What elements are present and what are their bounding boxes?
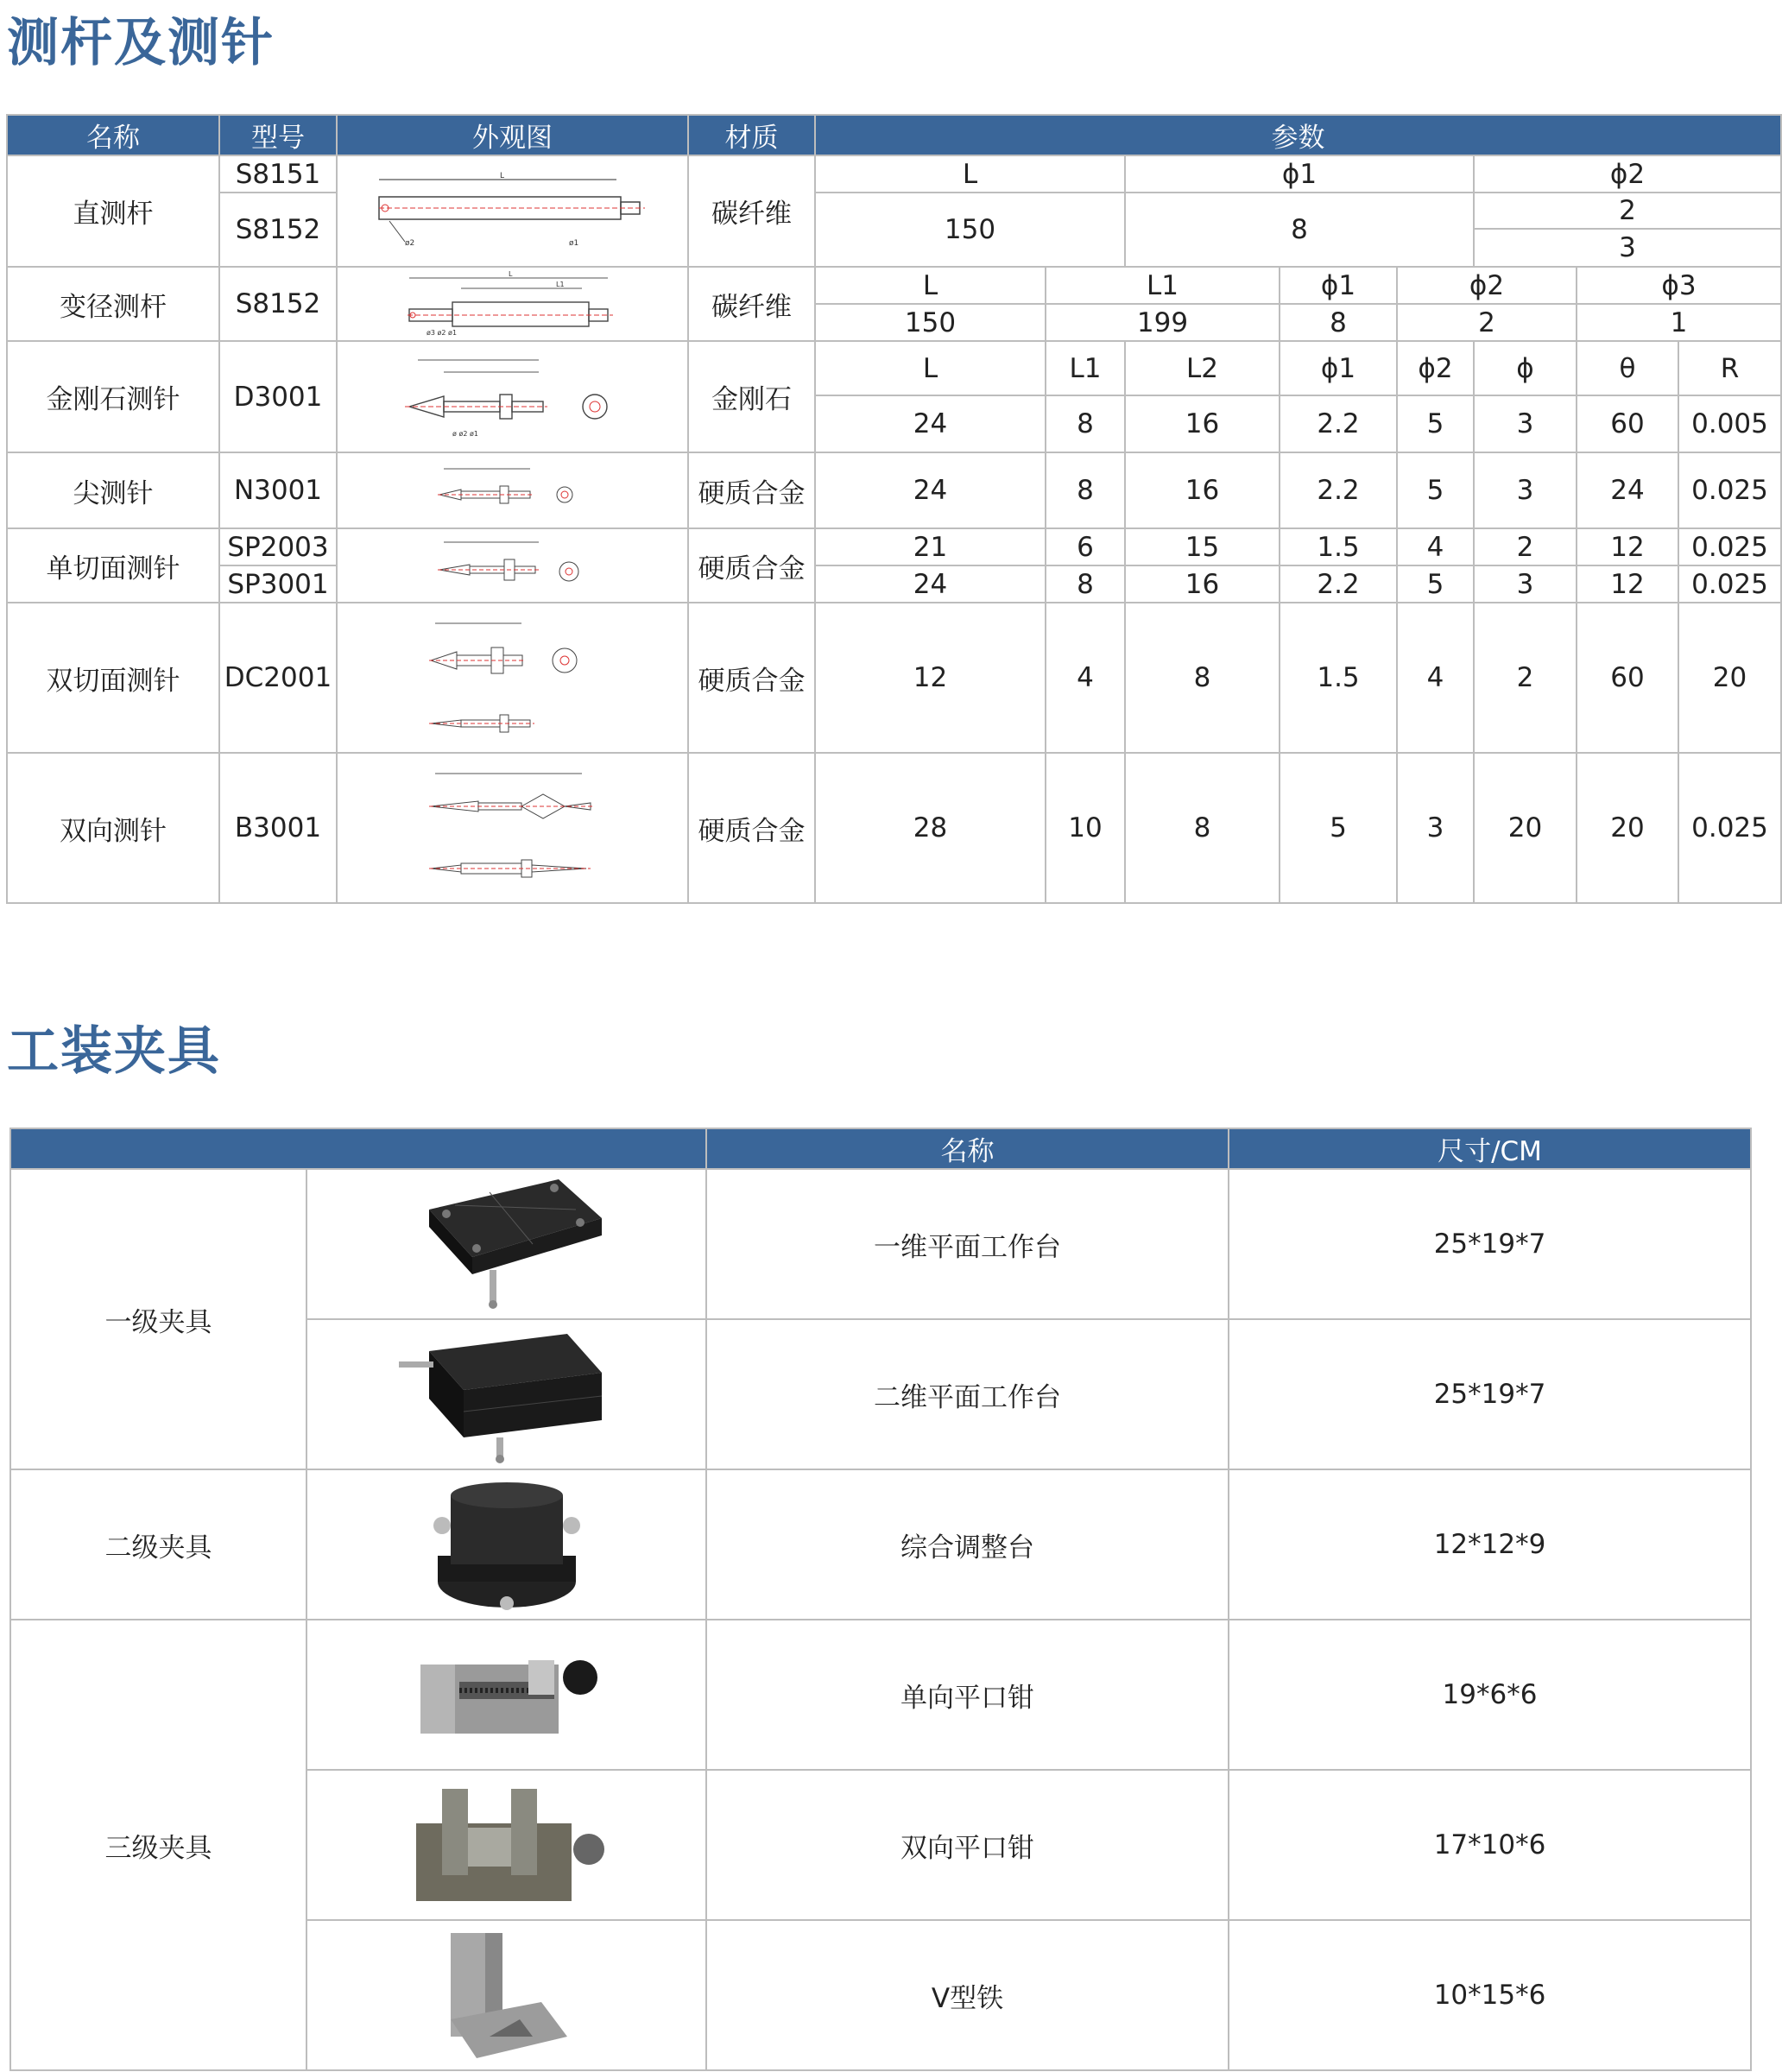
- param-header: L1: [1046, 341, 1125, 395]
- param-value: 2: [1474, 603, 1577, 753]
- fixture-name: 一维平面工作台: [706, 1169, 1229, 1319]
- row-name: 双切面测针: [7, 603, 219, 753]
- param-value: 12: [1577, 565, 1678, 603]
- figure-double-cut-stylus: [337, 603, 688, 753]
- fixture-group: 三级夹具: [10, 1620, 306, 2070]
- header-blank: [10, 1128, 706, 1169]
- param-value: 4: [1397, 528, 1474, 565]
- row-material: 碳纤维: [688, 155, 815, 267]
- param-value: 150: [815, 304, 1046, 341]
- param-value: 8: [1125, 193, 1474, 267]
- header-figure: 外观图: [337, 115, 688, 155]
- svg-text:L: L: [508, 270, 512, 278]
- fixture-table: [9, 1128, 1752, 2071]
- section-title-probes: 测杆及测针: [7, 13, 275, 73]
- row-name: 单切面测针: [7, 528, 219, 603]
- row-model: B3001: [219, 753, 337, 903]
- param-value: 8: [1046, 395, 1125, 452]
- param-value: 3: [1474, 452, 1577, 528]
- param-value: 8: [1280, 304, 1397, 341]
- param-value: 6: [1046, 528, 1125, 565]
- param-value: 4: [1397, 603, 1474, 753]
- param-value: 1: [1577, 304, 1781, 341]
- param-value: 24: [815, 452, 1046, 528]
- row-name: 金刚石测针: [7, 341, 219, 452]
- row-name: 尖测针: [7, 452, 219, 528]
- fixture-size: 19*6*6: [1229, 1620, 1751, 1770]
- param-header: R: [1678, 341, 1781, 395]
- param-value: 16: [1125, 565, 1280, 603]
- fixture-group: 一级夹具: [10, 1169, 306, 1469]
- fixture-group: 二级夹具: [10, 1469, 306, 1620]
- section-title-fixtures: 工装夹具: [7, 1021, 221, 1082]
- param-value: 60: [1577, 603, 1678, 753]
- param-header: ϕ1: [1125, 155, 1474, 193]
- param-value: 8: [1125, 603, 1280, 753]
- figure-straight-stylus: [337, 155, 688, 267]
- param-value: 16: [1125, 452, 1280, 528]
- param-header: ϕ3: [1577, 267, 1781, 304]
- param-value: 199: [1046, 304, 1280, 341]
- param-value: 10: [1046, 753, 1125, 903]
- fixture-image-double-vise: [306, 1770, 706, 1920]
- row-model: S8152: [219, 267, 337, 341]
- param-value: 2.2: [1280, 565, 1397, 603]
- param-value: 3: [1474, 395, 1577, 452]
- param-value: 28: [815, 753, 1046, 903]
- figure-single-cut-stylus: [337, 528, 688, 603]
- figure-bidirectional-stylus: [337, 753, 688, 903]
- header-name: 名称: [706, 1128, 1229, 1169]
- param-value: 8: [1125, 753, 1280, 903]
- fixture-size: 12*12*9: [1229, 1469, 1751, 1620]
- fixture-image-v-block: [306, 1920, 706, 2070]
- param-value: 15: [1125, 528, 1280, 565]
- header-params: 参数: [815, 115, 1781, 155]
- param-value: 20: [1678, 603, 1781, 753]
- param-value: 5: [1397, 565, 1474, 603]
- row-model: DC2001: [219, 603, 337, 753]
- param-value: 5: [1397, 395, 1474, 452]
- row-name: 变径测杆: [7, 267, 219, 341]
- row-model: D3001: [219, 341, 337, 452]
- param-value: 3: [1474, 565, 1577, 603]
- fixture-size: 17*10*6: [1229, 1770, 1751, 1920]
- param-value: 5: [1397, 452, 1474, 528]
- param-value: 24: [815, 395, 1046, 452]
- row-name: 双向测针: [7, 753, 219, 903]
- fixture-size: 25*19*7: [1229, 1319, 1751, 1469]
- row-model: S8152: [219, 193, 337, 267]
- param-value: 2: [1474, 193, 1781, 229]
- header-size: 尺寸/CM: [1229, 1128, 1751, 1169]
- row-material: 硬质合金: [688, 753, 815, 903]
- param-value: 0.025: [1678, 452, 1781, 528]
- fixture-image-1d-table: [306, 1169, 706, 1319]
- fixture-name: 综合调整台: [706, 1469, 1229, 1620]
- param-value: 150: [815, 193, 1125, 267]
- svg-text:ø1: ø1: [568, 238, 578, 248]
- param-value: 1.5: [1280, 528, 1397, 565]
- row-model: N3001: [219, 452, 337, 528]
- param-value: 16: [1125, 395, 1280, 452]
- fixture-size: 10*15*6: [1229, 1920, 1751, 2070]
- param-value: 2.2: [1280, 395, 1397, 452]
- svg-text:ø ø2 ø1: ø ø2 ø1: [452, 429, 478, 438]
- param-value: 2.2: [1280, 452, 1397, 528]
- fixture-name: V型铁: [706, 1920, 1229, 2070]
- param-value: 3: [1474, 229, 1781, 267]
- param-value: 60: [1577, 395, 1678, 452]
- param-header: L: [815, 341, 1046, 395]
- svg-text:L1: L1: [555, 281, 565, 288]
- row-material: 金刚石: [688, 341, 815, 452]
- fixture-image-adjust-stage: [306, 1469, 706, 1620]
- param-header: ϕ2: [1397, 267, 1577, 304]
- param-value: 24: [815, 565, 1046, 603]
- row-material: 硬质合金: [688, 603, 815, 753]
- param-header: ϕ1: [1280, 341, 1397, 395]
- row-model: SP3001: [219, 565, 337, 603]
- param-header: ϕ: [1474, 341, 1577, 395]
- param-value: 2: [1474, 528, 1577, 565]
- row-name: 直测杆: [7, 155, 219, 267]
- figure-diamond-stylus: [337, 341, 688, 452]
- svg-text:ø2: ø2: [404, 238, 414, 248]
- fixture-name: 二维平面工作台: [706, 1319, 1229, 1469]
- param-header: L1: [1046, 267, 1280, 304]
- probe-table: [6, 114, 1782, 904]
- param-value: 1.5: [1280, 603, 1397, 753]
- param-value: 5: [1280, 753, 1397, 903]
- param-value: 4: [1046, 603, 1125, 753]
- row-material: 硬质合金: [688, 528, 815, 603]
- param-value: 0.025: [1678, 753, 1781, 903]
- row-material: 硬质合金: [688, 452, 815, 528]
- header-model: 型号: [219, 115, 337, 155]
- param-value: 12: [815, 603, 1046, 753]
- param-value: 20: [1474, 753, 1577, 903]
- fixture-name: 单向平口钳: [706, 1620, 1229, 1770]
- figure-pointed-stylus: [337, 452, 688, 528]
- row-model: S8151: [219, 155, 337, 193]
- row-material: 碳纤维: [688, 267, 815, 341]
- param-value: 20: [1577, 753, 1678, 903]
- figure-reducer-stylus: [337, 267, 688, 341]
- svg-text:ø3 ø2 ø1: ø3 ø2 ø1: [426, 329, 457, 337]
- param-value: 8: [1046, 565, 1125, 603]
- param-header: ϕ2: [1474, 155, 1781, 193]
- param-value: 3: [1397, 753, 1474, 903]
- svg-text:L: L: [499, 171, 504, 180]
- param-value: 0.025: [1678, 528, 1781, 565]
- fixture-image-2d-table: [306, 1319, 706, 1469]
- param-value: 0.025: [1678, 565, 1781, 603]
- param-header: L2: [1125, 341, 1280, 395]
- fixture-name: 双向平口钳: [706, 1770, 1229, 1920]
- row-model: SP2003: [219, 528, 337, 565]
- header-material: 材质: [688, 115, 815, 155]
- param-value: 21: [815, 528, 1046, 565]
- param-header: ϕ1: [1280, 267, 1397, 304]
- param-header: L: [815, 267, 1046, 304]
- fixture-size: 25*19*7: [1229, 1169, 1751, 1319]
- param-value: 12: [1577, 528, 1678, 565]
- param-header: L: [815, 155, 1125, 193]
- fixture-image-single-vise: [306, 1620, 706, 1770]
- param-value: 2: [1397, 304, 1577, 341]
- param-header: ϕ2: [1397, 341, 1474, 395]
- header-name: 名称: [7, 115, 219, 155]
- param-header: θ: [1577, 341, 1678, 395]
- param-value: 8: [1046, 452, 1125, 528]
- param-value: 24: [1577, 452, 1678, 528]
- param-value: 0.005: [1678, 395, 1781, 452]
